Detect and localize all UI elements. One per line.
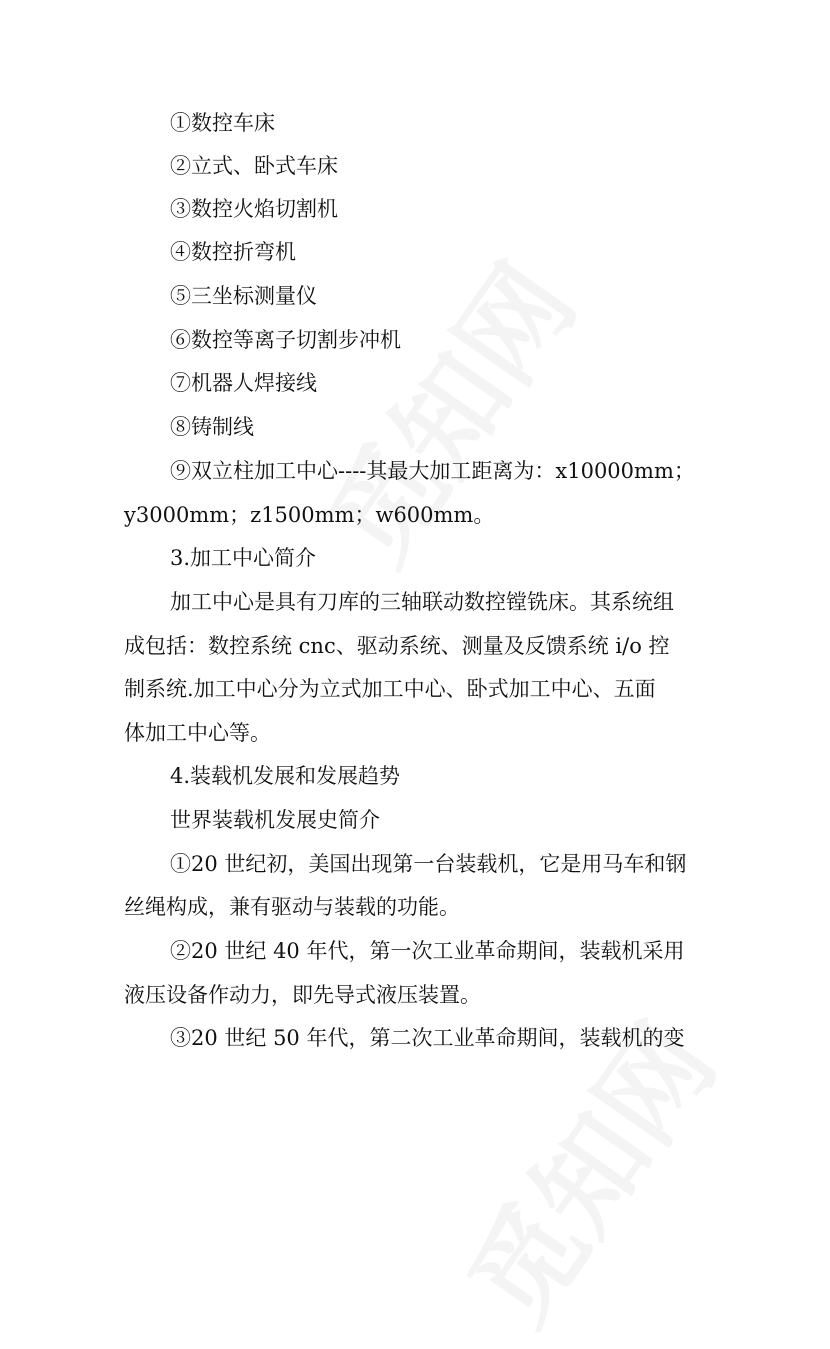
paragraph-text: ①20 世纪初，美国出现第一台装载机，它是用马车和钢 <box>170 852 687 876</box>
list-item <box>0 144 830 188</box>
list-item-text: ⑧铸制线 <box>170 415 254 439</box>
paragraph-text: 成包括：数控系统 cnc、驱动系统、测量及反馈系统 i/o 控 <box>124 634 670 658</box>
list-item-text: ②立式、卧式车床 <box>170 154 338 178</box>
list-item <box>0 187 830 231</box>
paragraph-line <box>0 667 830 711</box>
paragraph-text: y3000mm；z1500mm；w600mm。 <box>124 503 495 527</box>
paragraph-line <box>0 624 830 668</box>
list-item <box>0 318 830 362</box>
paragraph-text: 世界装载机发展史简介 <box>170 808 380 832</box>
paragraph-line <box>0 493 830 537</box>
paragraph-text: ②20 世纪 40 年代，第一次工业革命期间，装载机采用 <box>170 939 685 963</box>
paragraph-line <box>0 885 830 929</box>
paragraph-text: ③20 世纪 50 年代，第二次工业革命期间，装载机的变 <box>170 1026 685 1050</box>
paragraph-text: 制系统.加工中心分为立式加工中心、卧式加工中心、五面 <box>124 677 656 701</box>
paragraph-line <box>0 580 830 624</box>
paragraph-text: 体加工中心等。 <box>124 721 271 745</box>
paragraph-line <box>0 711 830 755</box>
paragraph-line <box>0 842 830 886</box>
paragraph-line <box>0 973 830 1017</box>
list-item-text: ④数控折弯机 <box>170 240 296 264</box>
paragraph-line <box>0 1016 830 1060</box>
section-heading <box>0 754 830 798</box>
list-item <box>0 101 830 145</box>
list-item-text: ⑥数控等离子切割步冲机 <box>170 328 401 352</box>
list-item <box>0 361 830 405</box>
section-heading <box>0 536 830 580</box>
paragraph-text: 丝绳构成，兼有驱动与装载的功能。 <box>124 895 460 919</box>
list-item <box>0 274 830 318</box>
paragraph-text: ⑨双立柱加工中心----其最大加工距离为：x10000mm； <box>170 459 695 483</box>
paragraph-line <box>0 929 830 973</box>
list-item-text: ③数控火焰切割机 <box>170 197 338 221</box>
paragraph-line <box>0 449 830 493</box>
section-heading-text: 4.装载机发展和发展趋势 <box>170 764 401 788</box>
list-item <box>0 405 830 449</box>
list-item-text: ⑦机器人焊接线 <box>170 371 317 395</box>
paragraph-text: 加工中心是具有刀库的三轴联动数控镗铣床。其系统组 <box>170 590 674 614</box>
section-heading-text: 3.加工中心简介 <box>170 546 317 570</box>
paragraph-line <box>0 798 830 842</box>
list-item-text: ①数控车床 <box>170 111 275 135</box>
list-item-text: ⑤三坐标测量仪 <box>170 284 317 308</box>
list-item <box>0 230 830 274</box>
paragraph-text: 液压设备作动力，即先导式液压装置。 <box>124 983 481 1007</box>
